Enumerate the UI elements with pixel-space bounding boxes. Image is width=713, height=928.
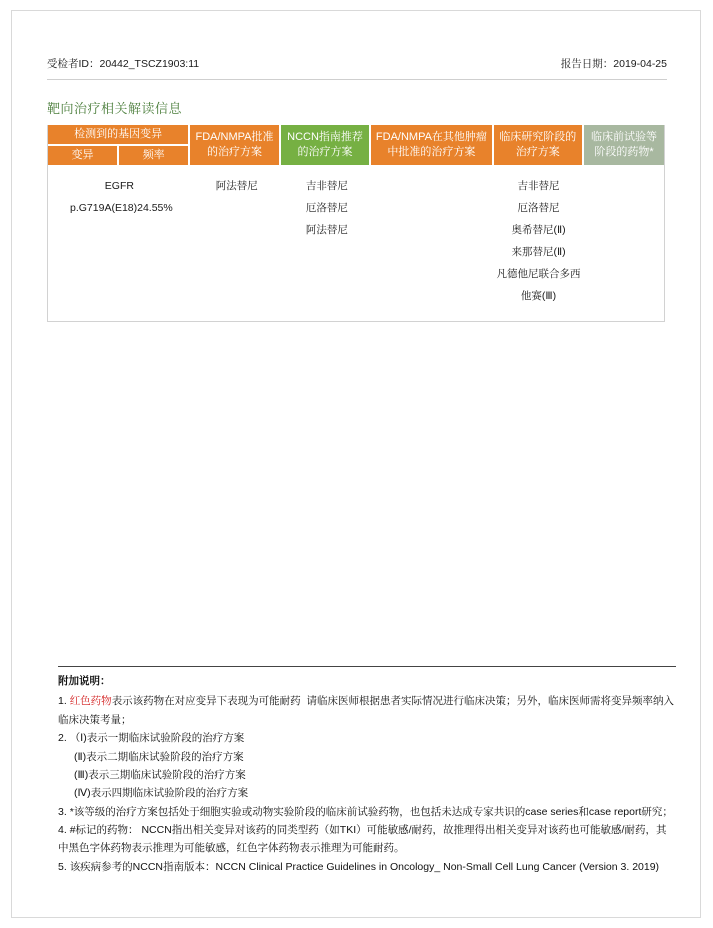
frequency-value: 24.55% — [137, 202, 173, 215]
header-variant: 变异 — [48, 146, 117, 165]
drug-item: 凡德他尼联合多西他赛(Ⅲ) — [496, 268, 581, 303]
header-clinical-trial-stage: 临床研究阶段的治疗方案 — [494, 125, 583, 165]
variant-header-group — [48, 125, 188, 165]
variant-subheader-row — [48, 146, 188, 165]
cell-variant — [48, 175, 191, 307]
table-header-row — [48, 125, 664, 165]
note-text: (Ⅲ)表示三期临床试验阶段的治疗方案 — [74, 768, 246, 781]
header-fda-nmpa-other-tumor: FDA/NMPA在其他肿瘤中批准的治疗方案 — [371, 125, 491, 165]
variant-frequency-line — [48, 197, 191, 219]
report-date: 报告日期：2019-04-25 — [560, 58, 667, 70]
note-text: *该等级的治疗方案包括处于细胞实验或动物实验阶段的临床前试验药物，也包括未达成专家共识的case series和case report研究； — [69, 805, 673, 818]
note-item — [58, 858, 676, 876]
patient-id: 受检者ID：20442_TSCZ1903:11 — [47, 58, 200, 70]
header-nccn-recommended: NCCN指南推荐的治疗方案 — [281, 125, 370, 165]
note-text: （Ⅰ)表示一期临床试验阶段的治疗方案 — [69, 732, 245, 745]
note-text: (Ⅱ)表示二期临床试验阶段的治疗方案 — [74, 750, 244, 763]
section-title: 靶向治疗相关解读信息 — [47, 101, 183, 116]
gene-name: EGFR — [104, 180, 134, 192]
drug-item: 来那替尼(Ⅱ) — [511, 246, 566, 259]
targeted-therapy-table — [47, 125, 665, 322]
drug-item: 厄洛替尼 — [517, 202, 560, 215]
drug-item: 吉非替尼 — [305, 180, 348, 192]
drug-item: 阿法替尼 — [215, 180, 258, 192]
header-frequency: 频率 — [119, 146, 188, 165]
note-highlight: 红色药物 — [69, 695, 112, 708]
note-item — [58, 821, 676, 858]
note-text: (Ⅳ)表示四期临床试验阶段的治疗方案 — [74, 787, 249, 800]
note-item — [58, 692, 676, 729]
note-prefix: 1. — [58, 695, 70, 708]
note-item — [58, 748, 676, 766]
note-text: #标记的药物： NCCN指出相关变异对该药的同类型药（如TKI）可能敏感/耐药，故推理得出相关变异对该药也可能敏感/耐药，其中黑色字体药物表示推理为可能敏感，红色字体药物表示推理为可能耐药。 — [58, 824, 667, 855]
cell-fda-nmpa-other-tumor — [373, 175, 493, 307]
note-item — [58, 729, 676, 747]
variant-value: p.G719A(E18) — [70, 202, 138, 215]
drug-item: 吉非替尼 — [517, 180, 560, 192]
document-header — [47, 56, 667, 80]
cell-clinical-trial-stage — [495, 175, 583, 307]
note-item — [58, 803, 676, 821]
table-row — [48, 165, 664, 321]
cell-nccn-recommended — [283, 175, 371, 307]
cell-preclinical — [585, 175, 664, 307]
notes-list — [58, 692, 676, 876]
note-text: 表示该药物在对应变异下表现为可能耐药 请临床医师根据患者实际情况进行临床决策；另外，临床医师需将变异频率纳入临床决策考量； — [58, 695, 675, 726]
note-text: 该疾病参考的NCCN指南版本：NCCN Clinical Practice Guidelines in Oncology_ Non-Small Cell Lung Cancer (Version 3. 2019) — [69, 860, 660, 873]
notes-section — [58, 666, 676, 876]
note-prefix: 5. — [58, 860, 70, 873]
header-gene-variant: 检测到的基因变异 — [48, 125, 188, 144]
cell-fda-nmpa-approved — [193, 175, 281, 307]
notes-title: 附加说明： — [58, 666, 676, 690]
note-prefix: 4. — [58, 824, 70, 836]
drug-item: 厄洛替尼 — [305, 202, 348, 215]
header-fda-nmpa-approved: FDA/NMPA批准的治疗方案 — [190, 125, 279, 165]
header-preclinical: 临床前试验等阶段的药物* — [584, 125, 664, 165]
drug-item: 奥希替尼(Ⅱ) — [511, 224, 566, 237]
report-page — [11, 10, 701, 918]
note-item — [58, 766, 676, 784]
drug-item: 阿法替尼 — [305, 224, 348, 237]
note-item — [58, 784, 676, 802]
note-prefix: 3. — [58, 805, 70, 818]
report-content — [47, 56, 667, 322]
note-prefix: 2. — [58, 732, 70, 745]
